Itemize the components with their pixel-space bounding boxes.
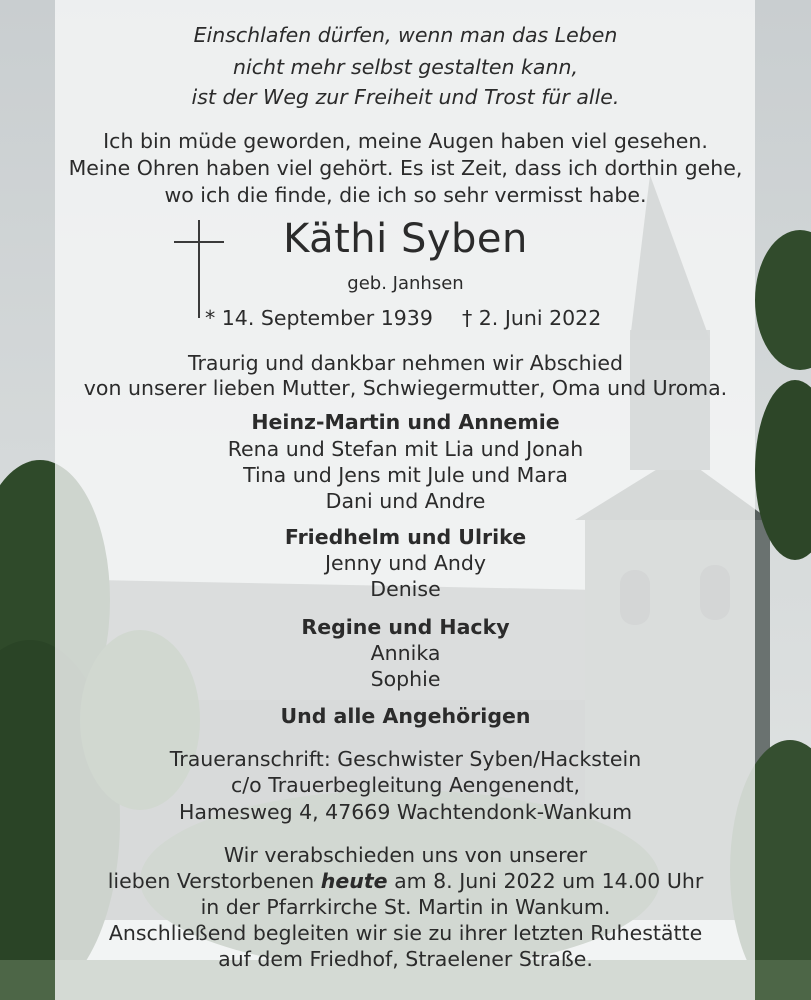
family-member: Annika [370,641,441,665]
family-member: Sophie [370,667,441,691]
quote-line-2: Meine Ohren haben viel gehört. Es ist Zeit, dass ich dorthin gehe, [68,156,743,180]
quote-line-1: Ich bin müde geworden, meine Augen haben viel gesehen. [103,129,708,153]
death-date: † 2. Juni 2022 [462,306,602,330]
family-head-2: Friedhelm und Ulrike [284,525,527,549]
service-line-5: auf dem Friedhof, Straelener Straße. [218,947,593,971]
motto-line-1: Einschlafen dürfen, wenn man das Leben [193,23,618,47]
maiden-name: geb. Janhsen [347,273,464,294]
service-line-3: in der Pfarrkirche St. Martin in Wankum. [200,895,611,919]
address-line-3: Hamesweg 4, 47669 Wachtendonk-Wankum [178,800,633,824]
farewell-line-2: von unserer lieben Mutter, Schwiegermutter, Oma und Uroma. [83,376,728,400]
address-line-1: Traueranschrift: Geschwister Syben/Hackstein [169,747,642,771]
address-line-2: c/o Trauerbegleitung Aengenendt, [230,773,581,797]
family-head-3: Regine und Hacky [301,615,510,639]
farewell-line-1: Traurig und dankbar nehmen wir Abschied [187,351,623,375]
service-emphasis: heute [320,869,388,893]
service-line-4: Anschließend begleiten wir sie zu ihrer letzten Ruhestätte [108,921,703,945]
family-member: Denise [370,577,441,601]
motto-line-2: nicht mehr selbst gestalten kann, [233,55,578,79]
quote-line-3: wo ich die finde, die ich so sehr vermisst habe. [164,183,647,207]
family-member: Jenny und Andy [325,551,486,575]
family-member: Rena und Stefan mit Lia und Jonah [227,437,584,461]
service-line-1: Wir verabschieden uns von unserer [223,843,588,867]
family-head-1: Heinz-Martin und Annemie [251,410,560,434]
motto-line-3: ist der Weg zur Freiheit und Trost für alle. [191,85,620,109]
deceased-name: Käthi Syben [283,216,528,262]
service-text: am 8. Juni 2022 um 14.00 Uhr [387,869,704,893]
service-text: lieben Verstorbenen [107,869,321,893]
family-member: Dani und Andre [325,489,486,513]
relatives-line: Und alle Angehörigen [280,704,531,728]
birth-date: * 14. September 1939 [205,306,433,330]
family-member: Tina und Jens mit Jule und Mara [243,463,568,487]
service-line-2 [0,868,811,894]
